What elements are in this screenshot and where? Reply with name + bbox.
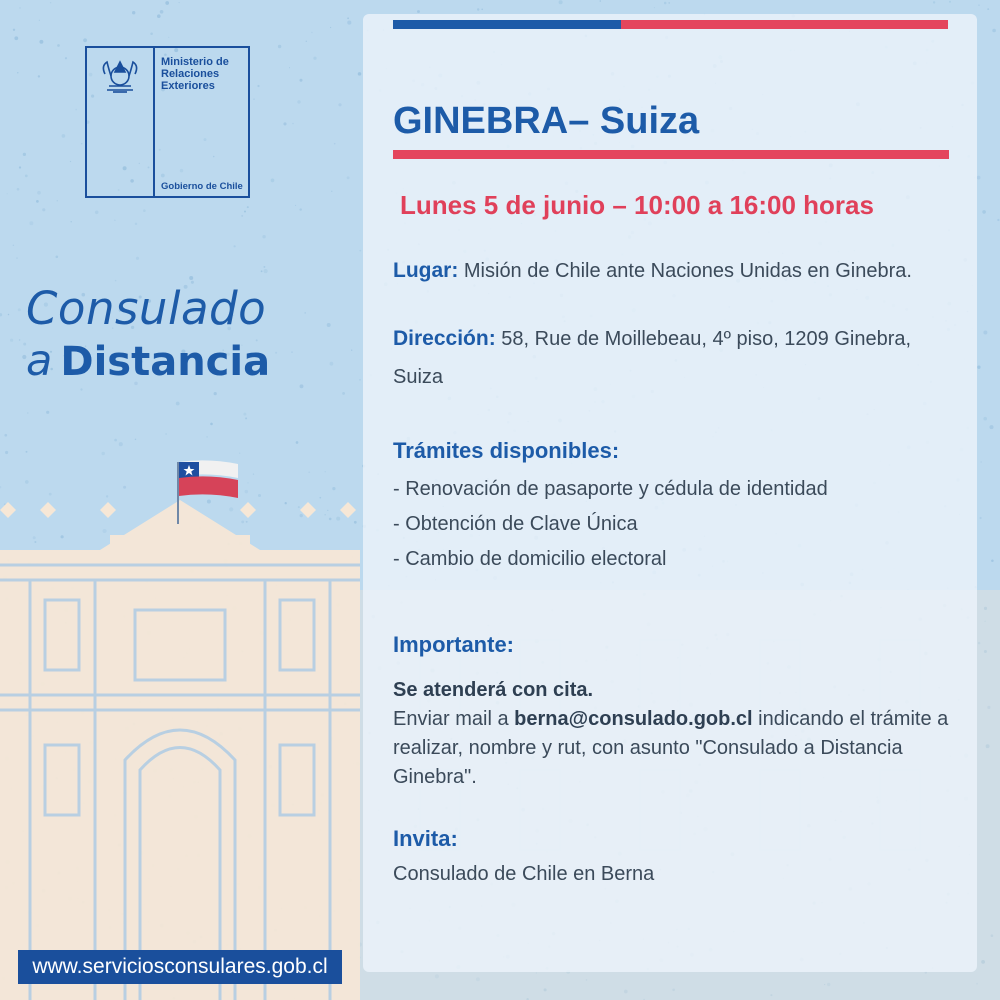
mail-instructions: Enviar mail a berna@consulado.gob.cl indicando el trámite a realizar, nombre y rut, con asunto "Consulado a Distancia Ginebra". [393, 708, 949, 788]
procedure-item: - Obtención de Clave Única [393, 513, 638, 535]
headline-main: Distancia [60, 339, 271, 385]
ministry-name: Ministerio de Relaciones Exteriores [161, 56, 229, 92]
procedure-item: - Renovación de pasaporte y cédula de identidad [393, 478, 828, 500]
invite-value: Consulado de Chile en Berna [393, 863, 655, 885]
top-bar-blue [393, 20, 621, 29]
address-info [393, 320, 938, 396]
procedures-title: Trámites disponibles: [393, 438, 620, 463]
place-value: Misión de Chile ante Naciones Unidas en Ginebra. [463, 260, 912, 282]
appointment-note: Se atenderá con cita. [393, 679, 594, 701]
headline-prefix: a [26, 336, 53, 386]
place-label: Lugar: [393, 259, 459, 282]
headline-consulado: Consulado [26, 282, 267, 335]
website-link[interactable]: www.serviciosconsulares.gob.cl [18, 950, 342, 984]
government-name: Gobierno de Chile [161, 181, 243, 192]
address-label: Dirección: [393, 327, 496, 350]
coat-of-arms-icon [95, 56, 145, 98]
important-body [393, 676, 953, 792]
procedure-item: - Cambio de domicilio electoral [393, 548, 667, 570]
chile-flag-icon [170, 458, 242, 526]
invite-title: Invita: [393, 826, 458, 851]
contact-email[interactable]: berna@consulado.gob.cl [514, 708, 753, 730]
top-bar-red [621, 20, 948, 29]
address-value: 58, Rue de Moillebeau, 4º piso, 1209 Ginebra, Suiza [393, 328, 912, 388]
logo-divider [153, 48, 155, 198]
title-underline [393, 150, 949, 159]
headline-distancia [26, 336, 270, 386]
event-location-title [393, 100, 699, 143]
event-date: Lunes 5 de junio – 10:00 a 16:00 horas [400, 190, 874, 220]
procedures-list [393, 472, 953, 577]
place-info [393, 255, 938, 287]
ministry-logo [85, 46, 250, 198]
important-title: Importante: [393, 632, 514, 657]
city-name: GINEBRA [393, 100, 569, 142]
country-name: – Suiza [568, 100, 700, 142]
